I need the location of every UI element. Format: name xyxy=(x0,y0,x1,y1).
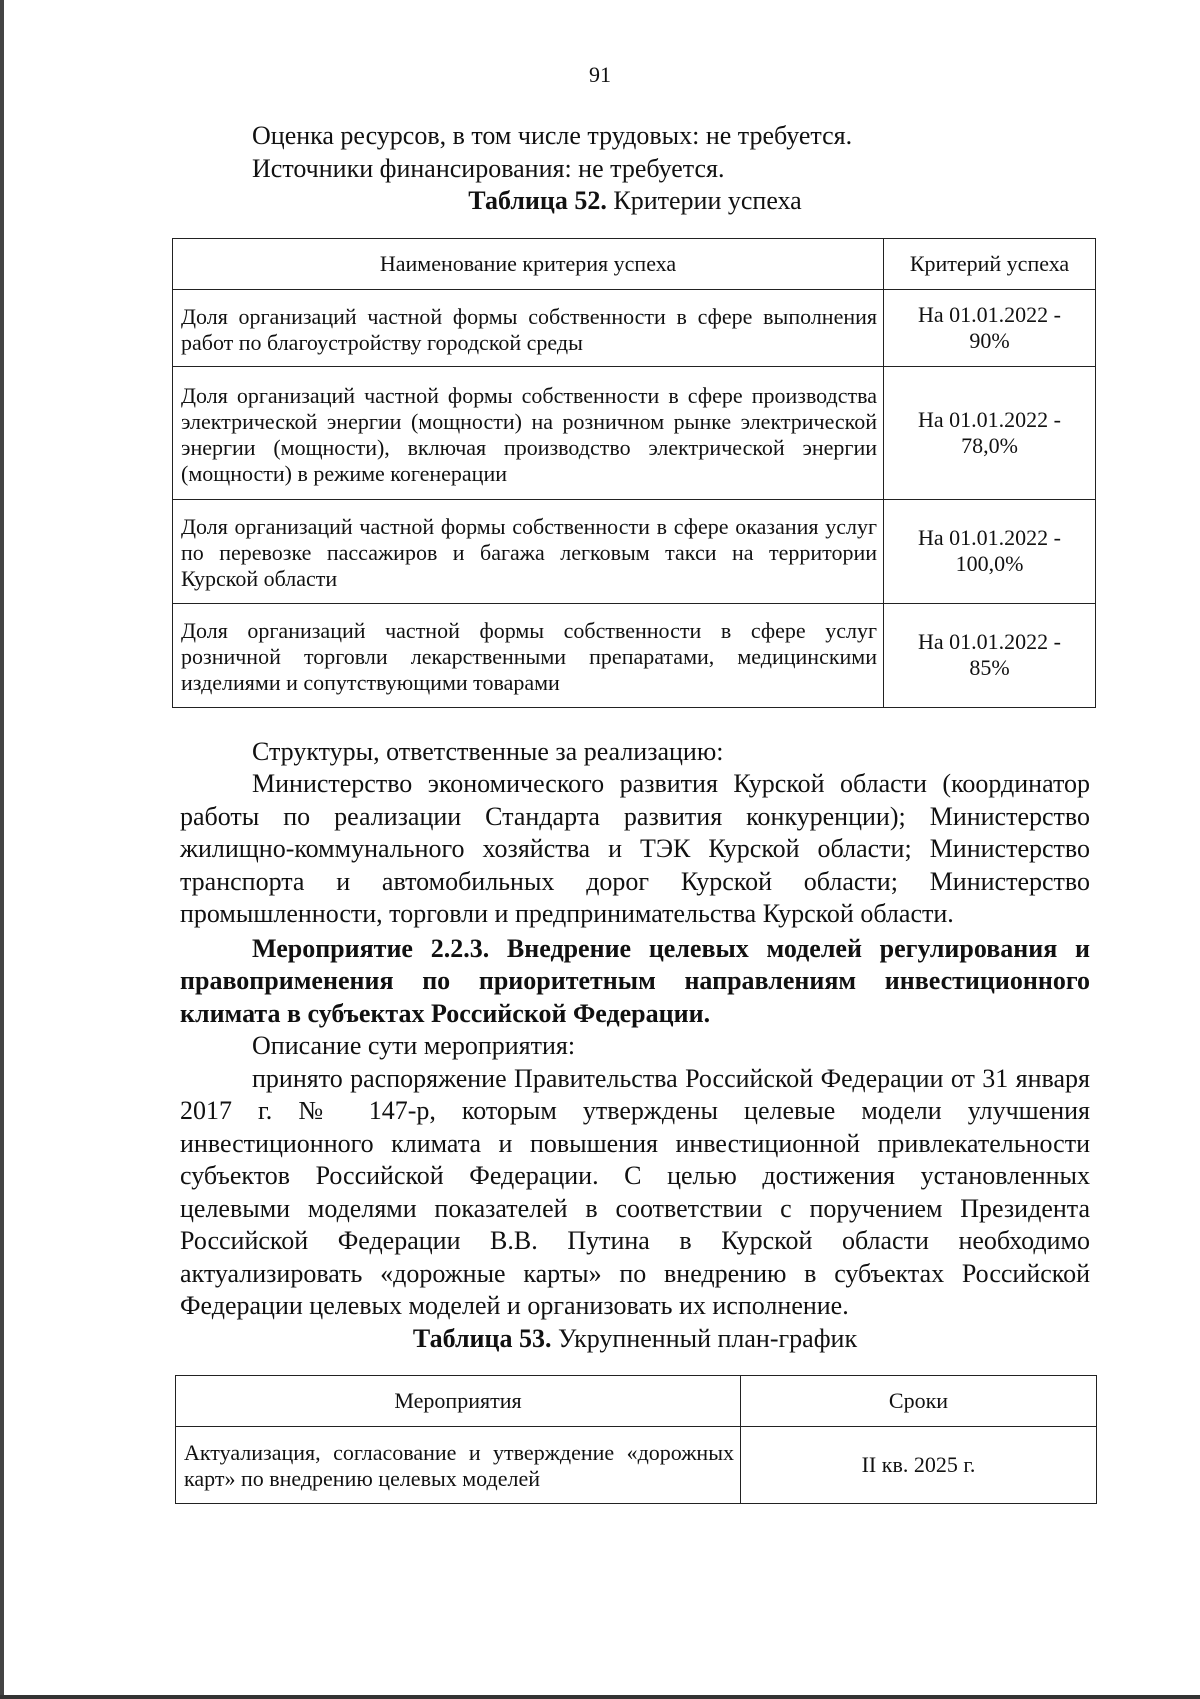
responsible-section xyxy=(180,736,1090,931)
criterion-value: На 01.01.2022 - 100,0% xyxy=(918,525,1061,576)
table52-header-row xyxy=(173,238,1096,289)
table52-cell-name: Доля организаций частной формы собственности в сфере выполнения работ по благоустройству городской среды xyxy=(173,289,884,366)
table52-cell-criterion xyxy=(884,366,1096,499)
table53-caption-number: Таблица 53. xyxy=(412,1323,552,1353)
table53-header-terms: Сроки xyxy=(741,1376,1097,1427)
table53-header-events: Мероприятия xyxy=(176,1376,741,1427)
table-row xyxy=(173,366,1096,499)
funding-line: Источники финансирования: не требуется. xyxy=(252,153,725,183)
scan-edge-left xyxy=(0,0,4,1699)
table53-caption-title: Укрупненный план-график xyxy=(551,1323,858,1353)
table52-cell-criterion xyxy=(884,499,1096,603)
table52-header-name: Наименование критерия успеха xyxy=(173,238,884,289)
table52-caption-number: Таблица 52. xyxy=(468,186,607,215)
table52-header-criterion: Критерий успеха xyxy=(884,238,1096,289)
table-row xyxy=(173,603,1096,707)
table53-cell-event: Актуализация, согласование и утверждение «дорожных карт» по внедрению целевых моделей xyxy=(176,1427,741,1504)
page-number: 91 xyxy=(589,62,611,87)
table52-caption xyxy=(180,185,1090,218)
scan-edge-bottom xyxy=(0,1695,1200,1699)
table-row xyxy=(173,499,1096,603)
responsible-text: Министерство экономического развития Курской области (координатор работы по реализации Стандарта развития конкуренции); Министерство жилищно-коммунального хозяйства и ТЭК Курской области; Министерство транспорта и автомобильных дорог Курской области; Министерство промышленности, торговли и предпринимательства Курской области. xyxy=(180,769,1090,928)
table-row xyxy=(173,289,1096,366)
resources-line: Оценка ресурсов, в том числе трудовых: не требуется. xyxy=(252,121,853,150)
responsible-label: Структуры, ответственные за реализацию: xyxy=(252,736,724,766)
table52-cell-name: Доля организаций частной формы собственности в сфере производства электрической энергии (мощности) на розничном рынке электрической энергии (мощности), включая производство электрической энергии (мощности) в режиме когенерации xyxy=(173,366,884,499)
table-row xyxy=(176,1427,1097,1504)
table52-cell-criterion xyxy=(884,603,1096,707)
table52-success-criteria xyxy=(172,238,1096,708)
table52-caption-title: Критерии успеха xyxy=(606,186,802,215)
table52-cell-criterion xyxy=(884,289,1096,366)
measure-description-text: принято распоряжение Правительства Российской Федерации от 31 января 2017 г. № 147-р, которым утверждены целевые модели улучшения инвестиционного климата и повышения инвестиционной привлекательности субъектов Российской Федерации. С целью достижения установленных целевыми моделями показателей в соответствии с поручением Президента Российской Федерации В.В. Путина в Курской области необходимо актуализировать «дорожные карты» по внедрению в субъектах Российской Федерации целевых моделей и организовать их исполнение. xyxy=(180,1063,1090,1320)
table53-header-row xyxy=(176,1376,1097,1427)
criterion-value: На 01.01.2022 - 85% xyxy=(918,629,1061,680)
table53-cell-term: II кв. 2025 г. xyxy=(741,1427,1097,1504)
document-body xyxy=(180,120,1090,1504)
table53-schedule xyxy=(175,1375,1097,1504)
measure-description-label: Описание сути мероприятия: xyxy=(252,1031,576,1060)
table52-cell-name: Доля организаций частной формы собственности в сфере оказания услуг по перевозке пассажиров и багажа легковым такси на территории Курской области xyxy=(173,499,884,603)
criterion-value: На 01.01.2022 - 90% xyxy=(918,301,1061,353)
measure-title: Мероприятие 2.2.3. Внедрение целевых моделей регулирования и правоприменения по приоритетным направлениям инвестиционного климата в субъектах Российской Федерации. xyxy=(180,933,1090,1028)
table53-caption xyxy=(180,1323,1090,1356)
criterion-value: На 01.01.2022 - 78,0% xyxy=(918,406,1061,458)
table52-cell-name: Доля организаций частной формы собственности в сфере услуг розничной торговли лекарственными препаратами, медицинскими изделиями и сопутствующими товарами xyxy=(173,603,884,707)
